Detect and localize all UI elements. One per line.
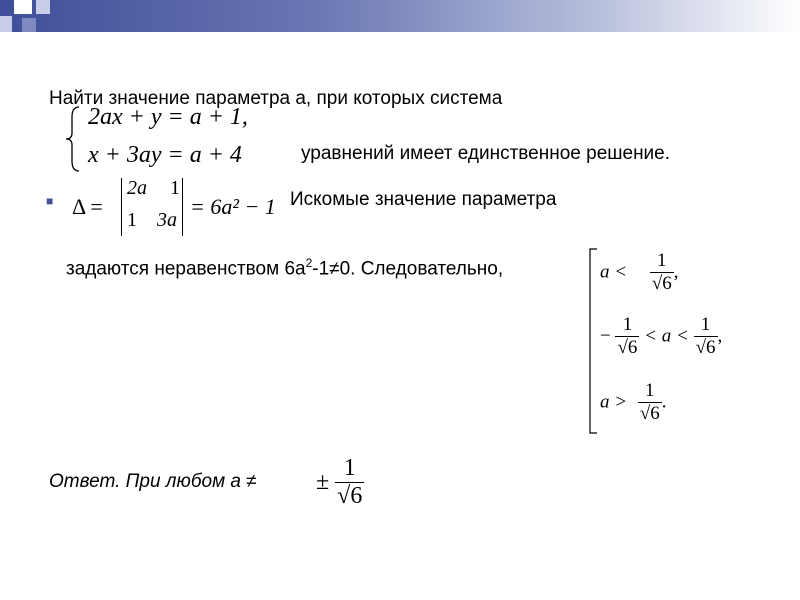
condition-2-fraction-right: [694, 314, 718, 359]
condition-3-fraction: [638, 380, 662, 425]
condition-2-numerator-right: 1: [700, 314, 711, 335]
condition-3-end: .: [661, 391, 667, 413]
condition-2-fraction-left: [615, 314, 639, 359]
condition-1: [600, 250, 679, 295]
det-delta: Δ =: [72, 194, 103, 219]
problem-line-2: уравнений имеет единственное решение.: [301, 143, 671, 164]
condition-1-denominator: √6: [651, 273, 672, 294]
answer-fraction: [335, 455, 364, 510]
det-cell-r1c1: 2a: [127, 177, 147, 199]
condition-2-middle: < a <: [644, 325, 689, 347]
answer-text: Ответ. При любом а ≠: [49, 471, 257, 492]
inequality-exponent: 2: [305, 256, 313, 270]
bullet-text: Искомые значение параметра: [290, 189, 557, 210]
det-cell-r1c2: 1: [170, 177, 180, 199]
header-square-2: [36, 0, 50, 14]
header-square-3: [0, 16, 12, 32]
condition-2-minus: −: [600, 325, 611, 347]
condition-3-numerator: 1: [645, 380, 655, 401]
condition-2: [600, 314, 722, 359]
inequality-text-after: -1≠0. Следовательно,: [312, 258, 504, 280]
condition-1-left: a <: [600, 261, 628, 283]
system-brace: [64, 105, 82, 173]
condition-2-denominator-right: √6: [695, 337, 716, 358]
inequality-line: [66, 256, 503, 280]
condition-3: [600, 380, 667, 425]
problem-line-1: Найти значение параметра а, при которых система: [49, 88, 503, 109]
header-square-1: [14, 0, 32, 14]
det-result: = 6a² − 1: [190, 194, 276, 219]
det-bar-right: [182, 178, 183, 236]
answer-plus-minus: ±: [316, 469, 330, 495]
header-square-4: [22, 18, 36, 32]
system-equation-2: x + 3ay = a + 4: [88, 142, 242, 168]
condition-1-fraction: [650, 250, 674, 295]
det-bar-left: [121, 178, 122, 236]
condition-3-denominator: √6: [639, 403, 660, 424]
bullet-marker: ■: [46, 194, 54, 208]
header-bar: [0, 0, 800, 32]
conditions-bracket: [588, 248, 598, 434]
answer-denominator: √6: [337, 483, 363, 509]
condition-2-end: ,: [717, 325, 723, 347]
condition-2-denominator-left: √6: [617, 337, 638, 358]
det-cell-r2c2: 3a: [157, 209, 177, 231]
answer-value: [316, 455, 364, 510]
condition-1-end: ,: [673, 261, 679, 283]
system-equation-1: 2ax + y = a + 1,: [88, 104, 248, 130]
det-cell-r2c1: 1: [127, 209, 137, 231]
condition-3-left: a >: [600, 391, 628, 413]
condition-1-numerator: 1: [657, 250, 667, 271]
condition-2-numerator-left: 1: [622, 314, 633, 335]
inequality-text-before: задаются неравенством 6а: [66, 258, 306, 280]
answer-numerator: 1: [343, 455, 356, 481]
